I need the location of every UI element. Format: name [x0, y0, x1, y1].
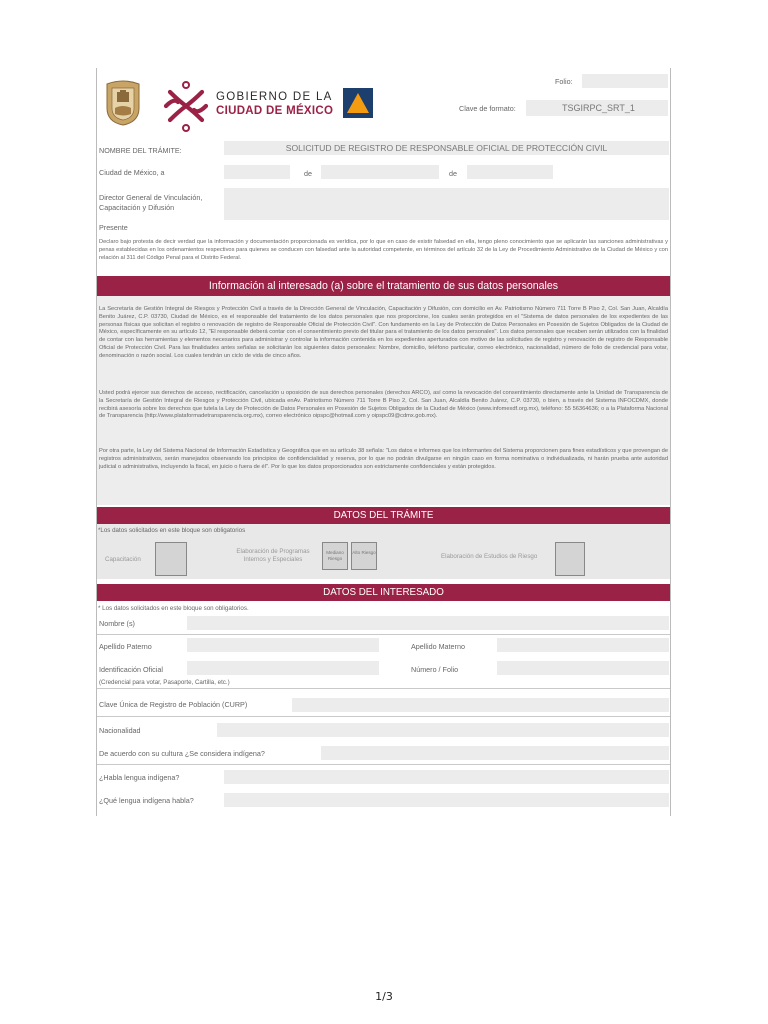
- director-label: Director General de Vinculación, Capacitación y Difusión: [99, 193, 203, 212]
- folio-label: Folio:: [555, 77, 573, 86]
- datos-tramite-box: [97, 524, 670, 579]
- datos-interesado-title: DATOS DEL INTERESADO: [97, 584, 670, 601]
- director-field[interactable]: [224, 188, 669, 220]
- nombre-label: Nombre (s): [99, 619, 135, 628]
- estudios-label: Elaboración de Estudios de Riesgo: [441, 553, 538, 560]
- de-label-1: de: [304, 169, 312, 178]
- de-label-2: de: [449, 169, 457, 178]
- privacy-box: [97, 296, 670, 505]
- indigena-field[interactable]: [321, 746, 669, 760]
- clave-formato-value: TSGIRPC_SRT_1: [526, 100, 668, 116]
- year-field[interactable]: [467, 165, 553, 179]
- city-date-label: Ciudad de México, a: [99, 168, 165, 177]
- mediano-riesgo-checkbox[interactable]: Mediano Riesgo: [322, 542, 348, 570]
- nacionalidad-field[interactable]: [217, 723, 669, 737]
- alto-riesgo-checkbox[interactable]: Alto Riesgo: [351, 542, 377, 570]
- tramite-name-value: SOLICITUD DE REGISTRO DE RESPONSABLE OFICIAL DE PROTECCIÓN CIVIL: [224, 141, 669, 155]
- declaration-text: Declaro bajo protesta de decir verdad que la información y documentación proporcionada es verídica, por lo que en caso de existir falsedad en ella, tengo pleno conocimiento que se aplicarán las sanciones administrativas y penas establecidas en los ordenamientos respectivos para quienes se conducen con falsedad ante la autoridad competente, en términos del artículo 32 de la Ley de Procedimiento Administrativo de la Ciudad de México y con relación al 311 del Código Penal para el Distrito Federal.: [99, 239, 668, 261]
- curp-label: Clave Única de Registro de Población (CURP): [99, 700, 248, 709]
- datos-tramite-note: *Los datos solicitados en este bloque son obligatorios: [98, 527, 246, 534]
- curp-field[interactable]: [292, 698, 669, 712]
- credencial-note: (Credencial para votar, Pasaporte, Cartilla, etc.): [99, 679, 230, 686]
- apellido-materno-field[interactable]: [497, 638, 669, 652]
- form-page: [96, 68, 671, 816]
- clave-formato-label: Clave de formato:: [459, 104, 516, 113]
- privacy-paragraph-3: Por otra parte, la Ley del Sistema Nacional de Información Estadística y Geográfica que en su artículo 38 señala: "Los datos e informes que los informantes del Sistema proporcionen para fines estadísticos y que provengan de registros administrativos, serán manejados observando los principios de confidencialidad y reserva, por lo que no podrán divulgarse en ningún caso en forma nominativa o individualizada, ni harán prueba ante autoridad judicial o administrativa, incluyendo la fiscal, en juicio o fuera de él". Por lo que los datos proporcionados son estrictamente confidenciales y están protegidos.: [99, 448, 668, 470]
- identificacion-label: Identificación Oficial: [99, 665, 163, 674]
- month-field[interactable]: [321, 165, 439, 179]
- estudios-checkbox[interactable]: [555, 542, 585, 576]
- page-number: 1/3: [375, 990, 393, 1003]
- apellido-materno-label: Apellido Materno: [411, 642, 465, 651]
- indigena-label: De acuerdo con su cultura ¿Se considera indígena?: [99, 749, 265, 758]
- tramite-name-label: NOMBRE DEL TRÁMITE:: [99, 146, 182, 155]
- day-field[interactable]: [224, 165, 290, 179]
- numero-folio-field[interactable]: [497, 661, 669, 675]
- privacy-title: Información al interesado (a) sobre el tratamiento de sus datos personales: [97, 276, 670, 296]
- numero-folio-label: Número / Folio: [411, 665, 459, 674]
- habla-lengua-label: ¿Habla lengua indígena?: [99, 773, 180, 782]
- datos-interesado-note: * Los datos solicitados en este bloque son obligatorios.: [98, 605, 249, 612]
- privacy-paragraph-1: La Secretaría de Gestión Integral de Riesgos y Protección Civil a través de la Dirección General de Vinculación, Capacitación y Difusión, con domicilio en Av. Patriotismo Número 711 Torre B Piso 2, Col. San Juan, Alcaldía Benito Juárez, C.P. 03730, Ciudad de México, es el responsable del tratamiento de los datos personales que nos proporcione, los cuales serán protegidos en el "Sistema de datos personales de los expedientes de las personas físicas que solicitan el registro o renovación de registro de Responsable Oficial de Protección Civil". Con fundamento en la Ley de Protección de Datos Personales en Posesión de Sujetos Obligados de la Ciudad de México, específicamente en su artículo 12, "El responsable deberá contar con el consentimiento previo del titular para el tratamiento de los datos personales". Los datos personales que recaben serán utilizados con la finalidad de contar con las herramientas y elementos necesarios para administrar y controlar la información contenida en los expedientes aperturados con motivo de las solicitudes de registro y renovación de registro de Responsable Oficial de Protección Civil. Para las finalidades antes señalas se solicitarán los siguientes datos personales: Nombre, domicilio, teléfono particular, correo electrónico, nacionalidad, número de folio de credencial para votar, denominación o razón social. Los cuales tendrán un ciclo de vida de cinco años.: [99, 306, 668, 359]
- apellido-paterno-label: Apellido Paterno: [99, 642, 152, 651]
- datos-tramite-title: DATOS DEL TRÁMITE: [97, 507, 670, 524]
- que-lengua-field[interactable]: [224, 793, 669, 807]
- gov-logo-line2: CIUDAD DE MÉXICO: [216, 105, 334, 117]
- apellido-paterno-field[interactable]: [187, 638, 379, 652]
- gov-logo-line1: GOBIERNO DE LA: [216, 91, 333, 103]
- programas-label: Elaboración de Programas Internos y Especiales: [236, 548, 310, 563]
- que-lengua-label: ¿Qué lengua indígena habla?: [99, 796, 194, 805]
- capacitacion-label: Capacitación: [105, 556, 141, 563]
- presente-label: Presente: [99, 223, 128, 232]
- privacy-paragraph-2: Usted podrá ejercer sus derechos de acceso, rectificación, cancelación u oposición de sus derechos personales (derechos ARCO), así como la revocación del consentimiento directamente ante la Unidad de Transparencia de la Secretaría de Gestión Integral de Riesgos y Protección Civil, ubicada enAv. Patriotismo Número 711 Torre B Piso 2, Col. San Juan, Alcaldía Benito Juárez, C.P. 03730, o bien, a través del Sistema INFOCDMX, donde recibirá asesoría sobre los derechos que tutela la Ley de Protección de Datos Personales en Posesión de Sujetos Obligados de la Ciudad de México (www.infomexdf.org.mx), teléfono: 55 56364636; o a la Plataforma Nacional de Transparencia (http://www.plataformadetransparencia.org.mx), correo electrónico oipspc@hotmail.com y oipspc09@cdmx.gob.mx).: [99, 390, 668, 420]
- nacionalidad-label: Nacionalidad: [99, 726, 141, 735]
- capacitacion-checkbox[interactable]: [155, 542, 187, 576]
- identificacion-field[interactable]: [187, 661, 379, 675]
- nombre-field[interactable]: [187, 616, 669, 630]
- habla-lengua-field[interactable]: [224, 770, 669, 784]
